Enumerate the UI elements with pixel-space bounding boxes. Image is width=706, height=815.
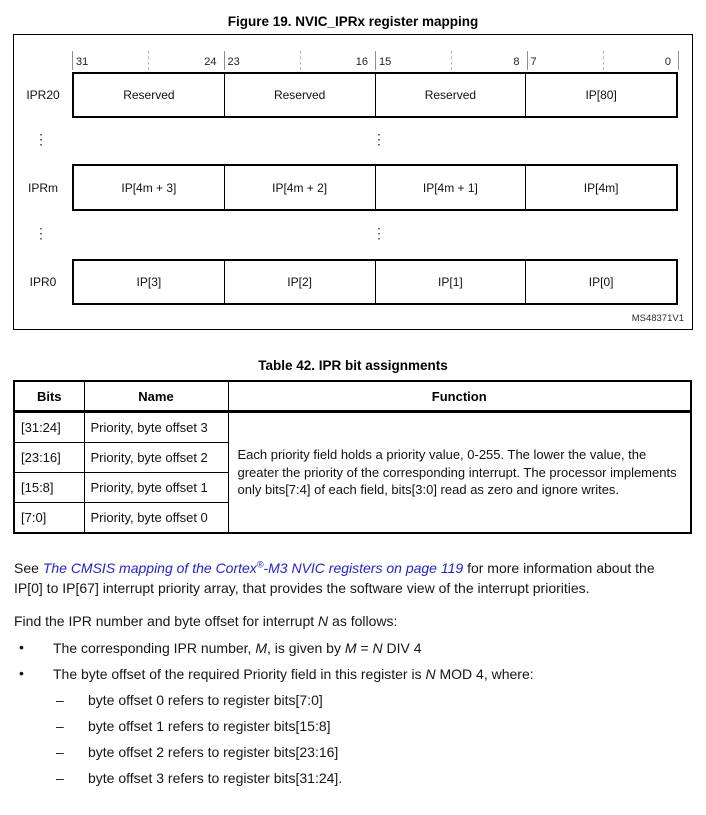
bits-cell: [7:0]	[14, 503, 84, 534]
column-header-function: Function	[228, 381, 691, 412]
table-row	[14, 412, 691, 443]
register-fields	[72, 259, 678, 305]
bit-range-7-0	[527, 51, 679, 70]
dash-item-text: byte offset 3 refers to register bits[31:24].	[88, 770, 343, 786]
dash-item-offset-0	[14, 691, 692, 711]
register-fields	[72, 72, 678, 118]
registered-trademark-symbol: ®	[256, 559, 264, 570]
register-field: Reserved	[375, 74, 526, 116]
link-text: -M3 NVIC registers on page 119	[263, 560, 464, 576]
register-field: IP[4m + 1]	[375, 166, 526, 209]
vertical-ellipsis-icon: ⋮	[372, 225, 386, 241]
table-header-row	[14, 381, 691, 412]
figure-title: Figure 19. NVIC_IPRx register mapping	[227, 14, 479, 29]
dash-item-offset-1	[14, 717, 692, 737]
dash-item-text: byte offset 0 refers to register bits[7:0]	[88, 692, 323, 708]
dash-item-text: byte offset 1 refers to register bits[15:8]	[88, 718, 331, 734]
find-text: Find the IPR number and byte offset for interrupt	[14, 613, 319, 629]
bit-number-low: 24	[204, 56, 217, 68]
find-paragraph	[14, 612, 686, 632]
register-row-iprm	[14, 164, 692, 211]
register-field: IP[2]	[224, 261, 375, 303]
register-row-ipr0	[14, 259, 692, 305]
dash-item-offset-2	[14, 743, 692, 763]
register-field: IP[4m + 2]	[224, 166, 375, 209]
register-row-label: IPR0	[29, 275, 57, 289]
vertical-ellipsis-icon: ⋮	[34, 225, 48, 241]
see-paragraph	[14, 559, 686, 598]
variable-n: N	[425, 666, 436, 682]
name-cell: Priority, byte offset 1	[84, 473, 228, 503]
register-field: IP[0]	[525, 261, 676, 303]
variable-n: N	[318, 613, 329, 629]
function-cell: Each priority field holds a priority value, 0-255. The lower the value, the greater the priority of the corresponding interrupt. The processor implements only bits[7:4] of each field, bits[3:0] read as zero and ignore writes.	[228, 412, 691, 534]
bits-cell: [23:16]	[14, 443, 84, 473]
bit-number-low: 16	[355, 56, 368, 68]
bits-cell: [15:8]	[14, 473, 84, 503]
ipr-bit-assignments-table	[13, 380, 692, 534]
bullet-item-byte-offset	[14, 665, 692, 685]
variable-m: M	[344, 639, 357, 656]
dash-item-text: byte offset 2 refers to register bits[23:16]	[88, 744, 339, 760]
name-cell: Priority, byte offset 3	[84, 412, 228, 443]
dash-item-offset-3	[14, 769, 692, 789]
bit-number-high: 31	[76, 56, 89, 68]
dash-marker: –	[56, 718, 64, 734]
register-field: Reserved	[123, 88, 175, 102]
variable-m: M	[255, 639, 268, 656]
vertical-ellipsis-icon: ⋮	[372, 131, 386, 147]
bit-number-high: 15	[379, 56, 392, 68]
register-field: IP[80]	[525, 74, 676, 116]
register-field: IP[4m]	[525, 166, 676, 209]
column-header-name: Name	[84, 381, 228, 412]
bit-range-23-16	[224, 51, 376, 70]
variable-n: N	[372, 639, 383, 656]
find-text: as follows:	[328, 613, 398, 629]
see-suffix: for more information about the IP[0] to IP[67] interrupt priority array, that provides the software view of the interrupt priorities.	[14, 560, 655, 596]
bit-number-low: 0	[664, 56, 671, 68]
dash-marker: –	[56, 692, 64, 708]
register-field: IP[1]	[375, 261, 526, 303]
register-row-label: IPRm	[28, 180, 58, 195]
register-fields	[72, 164, 678, 211]
figure-watermark: MS48371V1	[631, 313, 684, 324]
bullet-marker: •	[19, 665, 24, 681]
register-field: IP[3]	[136, 275, 162, 289]
register-bit-header	[72, 51, 678, 70]
bit-range-31-24	[72, 51, 224, 70]
name-cell: Priority, byte offset 2	[84, 443, 228, 473]
bullet-marker: •	[19, 638, 24, 655]
vertical-ellipsis-icon: ⋮	[34, 131, 48, 147]
register-field: Reserved	[224, 74, 375, 116]
bit-range-15-8	[375, 51, 527, 70]
register-row-label: IPR20	[26, 88, 60, 102]
bullet-item-ipr-number	[14, 639, 692, 659]
bit-number-low: 8	[513, 56, 520, 68]
table-title: Table 42. IPR bit assignments	[258, 358, 448, 373]
bit-number-high: 7	[530, 56, 537, 68]
bullet-text: The byte offset of the required Priority field in this register is N MOD 4, where:	[53, 666, 534, 682]
bits-cell: [31:24]	[14, 412, 84, 443]
see-prefix: See	[14, 560, 43, 576]
dash-marker: –	[56, 770, 64, 786]
register-row-ipr20	[14, 72, 692, 118]
dash-marker: –	[56, 744, 64, 760]
bit-number-high: 23	[227, 56, 240, 68]
bullet-text: The corresponding IPR number, M, is given by M = N DIV 4	[53, 639, 422, 656]
name-cell: Priority, byte offset 0	[84, 503, 228, 534]
column-header-bits: Bits	[14, 381, 84, 412]
link-text: The CMSIS mapping of the Cortex	[42, 560, 257, 576]
cmsis-mapping-link[interactable]	[43, 560, 463, 576]
register-field: IP[4m + 3]	[121, 180, 177, 195]
register-mapping-figure	[13, 34, 693, 330]
